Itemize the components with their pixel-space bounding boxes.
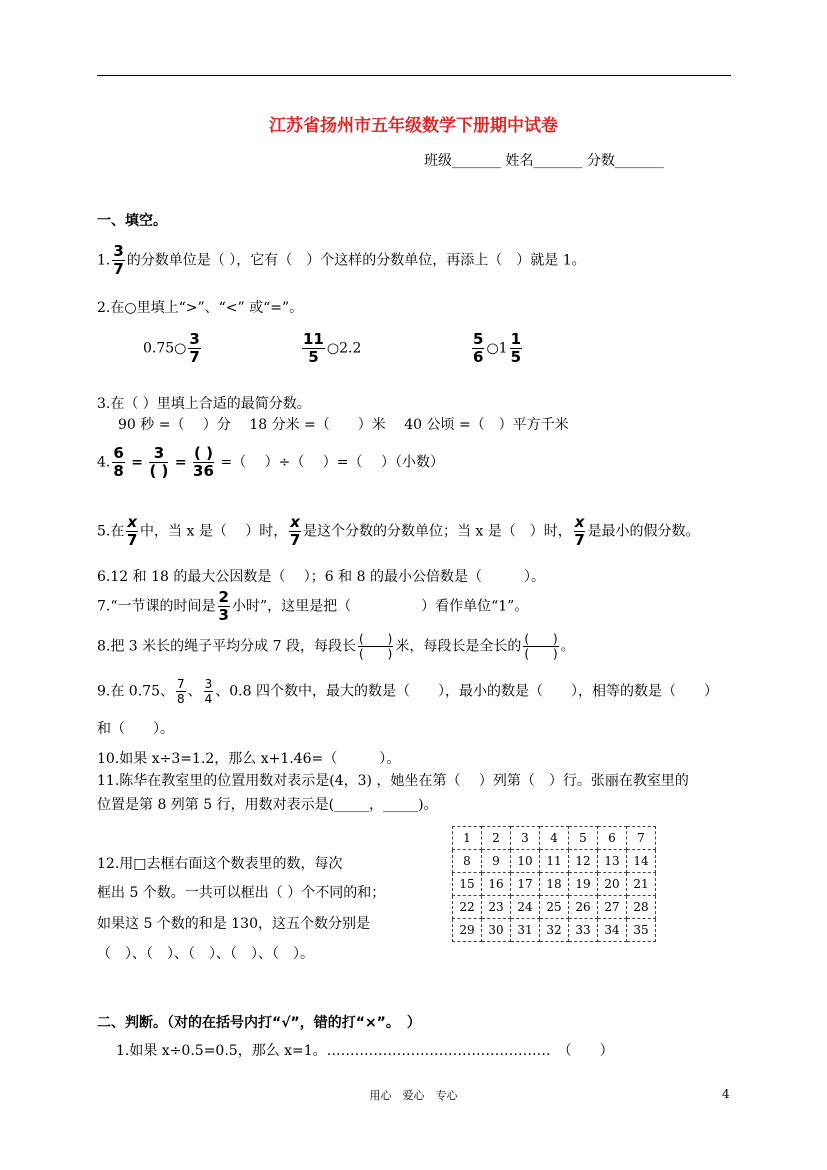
top-rule — [97, 75, 731, 76]
fraction: $\frac{( )}{36}$ — [193, 444, 214, 480]
question-11-line1: 11.陈华在教室里的位置用数对表示是(4，3) ，她坐在第（ ）列第（ ）行。张丽在教室里的 — [97, 773, 689, 789]
fraction: $\frac{x}{7}$ — [289, 513, 301, 549]
question-2-c: $\frac{5}{6}$ ○1 $\frac{1}{5}$ — [473, 330, 521, 366]
fraction: $\frac{x}{7}$ — [126, 513, 138, 549]
section-judge-heading: 二、判断。（对的在括号内打“√”，错的打“×”。 ） — [97, 1015, 421, 1031]
student-info: 班级_______ 姓名_______ 分数_______ — [424, 153, 664, 169]
question-8: 8.把 3 米长的绳子平均分成 7 段，每段长 $\frac{( )}{( )}$ 米，每段长是全长的 $\frac{( )}{( )}$ 。 — [97, 632, 575, 661]
table-cell: 21 — [627, 873, 656, 896]
table-cell: 9 — [482, 850, 511, 873]
table-cell: 16 — [482, 873, 511, 896]
table-row — [453, 827, 656, 850]
section-fill-blank-heading: 一、填空。 — [97, 213, 167, 229]
fraction: $\frac{x}{7}$ — [574, 513, 585, 549]
fraction: $\frac{2}{3}$ — [218, 588, 229, 624]
fraction-blank: $\frac{( )}{( )}$ — [358, 632, 393, 661]
class-label: 班级 — [424, 153, 452, 169]
table-cell: 6 — [598, 827, 627, 850]
table-cell: 18 — [540, 873, 569, 896]
question-9: 9.在 0.75、 $\frac{7}{8}$ 、 $\frac{3}{4}$ 、0.8 四个数中，最大的数是（ ），最小的数是（ ），相等的数是（ ） — [97, 677, 718, 706]
score-label: 分数 — [586, 153, 615, 169]
table-cell: 7 — [627, 827, 656, 850]
fraction: $\frac{3}{4}$ — [204, 677, 213, 706]
question-12-line1: 12.用□去框右面这个数表里的数，每次 — [97, 856, 343, 872]
table-cell: 8 — [453, 850, 482, 873]
fraction: $\frac{1}{5}$ — [510, 330, 521, 366]
table-cell: 33 — [569, 919, 598, 942]
table-cell: 26 — [569, 896, 598, 919]
number-table — [452, 826, 656, 942]
fraction: $\frac{7}{8}$ — [176, 677, 185, 706]
question-7: 7.“一节课的时间是 $\frac{2}{3}$ 小时”，这里是把（ ）看作单位“1”。 — [97, 588, 529, 624]
table-row — [453, 919, 656, 942]
fraction: $\frac{11}{5}$ — [303, 330, 324, 366]
question-2: 2.在○里填上“>”、“<” 或“=”。 — [97, 300, 304, 316]
table-cell: 23 — [482, 896, 511, 919]
table-cell: 31 — [511, 919, 540, 942]
fraction: $\frac{3}{7}$ — [189, 330, 200, 366]
table-row — [453, 896, 656, 919]
table-cell: 3 — [511, 827, 540, 850]
table-cell: 27 — [598, 896, 627, 919]
table-cell: 4 — [540, 827, 569, 850]
table-cell: 15 — [453, 873, 482, 896]
table-cell: 2 — [482, 827, 511, 850]
table-cell: 11 — [540, 850, 569, 873]
judge-question-1: 1.如果 x÷0.5=0.5，那么 x=1。………………………………………… （ ） — [116, 1043, 614, 1059]
fraction: $\frac{3}{7}$ — [113, 242, 124, 278]
question-6: 6.12 和 18 的最大公因数是（ ）；6 和 8 的最小公倍数是（ ）。 — [97, 569, 545, 585]
table-cell: 28 — [627, 896, 656, 919]
table-cell: 35 — [627, 919, 656, 942]
fraction-blank: $\frac{( )}{( )}$ — [524, 632, 558, 661]
question-10: 10.如果 x÷3=1.2，那么 x+1.46=（ ）。 — [97, 751, 401, 767]
question-1: 1. $\frac{3}{7}$ 的分数单位是（ ），它有（ ）个这样的分数单位，再添上（ ）就是 1。 — [97, 242, 586, 278]
table-row — [453, 873, 656, 896]
table-cell: 12 — [569, 850, 598, 873]
fraction: $\frac{3}{( )}$ — [149, 444, 169, 480]
question-5: 5.在 $\frac{x}{7}$ 中，当 x 是（ ）时， $\frac{x}{7}$ 是这个分数的分数单位；当 x 是（ ）时， $\frac{x}{7}$ 是最小的假分数。 — [97, 513, 700, 549]
table-cell: 14 — [627, 850, 656, 873]
table-cell: 34 — [598, 919, 627, 942]
name-label: 姓名 — [505, 153, 534, 169]
question-11-line2: 位置是第 8 列第 5 行，用数对表示是(_____，_____)。 — [97, 797, 438, 813]
table-cell: 22 — [453, 896, 482, 919]
page-number: 4 — [722, 1087, 730, 1101]
table-cell: 24 — [511, 896, 540, 919]
fraction: $\frac{5}{6}$ — [473, 330, 484, 366]
question-9-cont: 和（ ）。 — [97, 721, 174, 737]
question-2-a: 0.75○ $\frac{3}{7}$ — [143, 330, 200, 366]
footer-motto: 用心 爱心 专心 — [369, 1089, 458, 1102]
question-3-sub: 90 秒 =（ ）分 18 分米 =（ ）米 40 公顷 =（ ）平方千米 — [118, 417, 569, 433]
table-cell: 19 — [569, 873, 598, 896]
page-title: 江苏省扬州市五年级数学下册期中试卷 — [269, 116, 558, 136]
question-2-b: $\frac{11}{5}$ ○2.2 — [303, 330, 362, 366]
table-cell: 20 — [598, 873, 627, 896]
table-cell: 30 — [482, 919, 511, 942]
table-cell: 29 — [453, 919, 482, 942]
table-cell: 5 — [569, 827, 598, 850]
question-12-line3: 如果这 5 个数的和是 130，这五个数分别是 — [97, 916, 370, 932]
table-cell: 32 — [540, 919, 569, 942]
question-4: 4. $\frac{6}{8}$ = $\frac{3}{( )}$ = $\frac{( )}{36}$ =（ ）÷（ ）=（ ）（小数） — [97, 444, 444, 480]
question-3: 3.在（ ）里填上合适的最简分数。 — [97, 396, 311, 412]
table-cell: 17 — [511, 873, 540, 896]
table-cell: 25 — [540, 896, 569, 919]
question-12-line2: 框出 5 个数。一共可以框出（ ）个不同的和； — [97, 885, 386, 901]
table-cell: 10 — [511, 850, 540, 873]
table-cell: 1 — [453, 827, 482, 850]
table-cell: 13 — [598, 850, 627, 873]
question-12-line4: （ ）、（ ）、（ ）、（ ）、（ ）。 — [97, 946, 314, 962]
fraction: $\frac{6}{8}$ — [113, 444, 124, 480]
table-row — [453, 850, 656, 873]
